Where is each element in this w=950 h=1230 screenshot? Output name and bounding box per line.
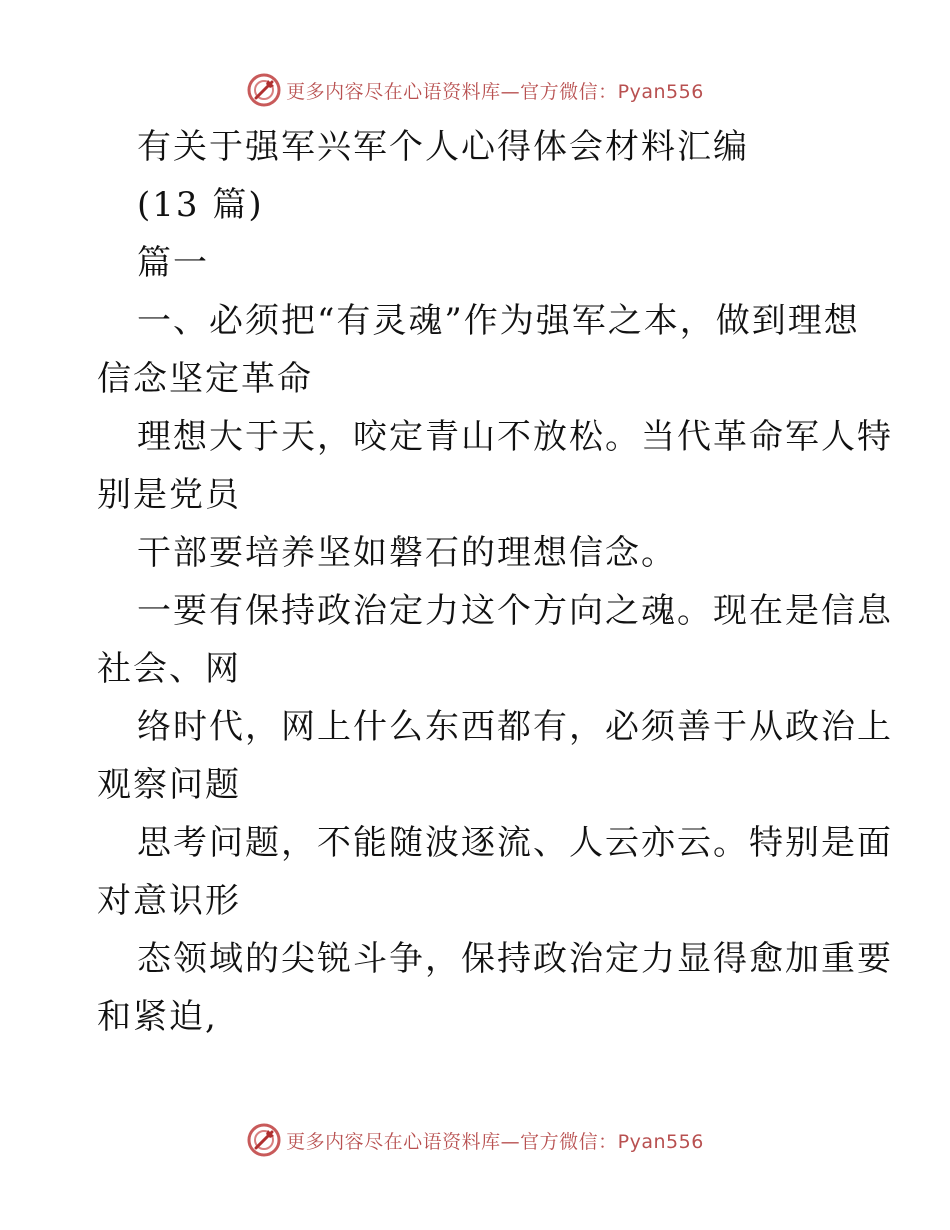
header-banner [0, 70, 950, 110]
footer-banner [0, 1120, 950, 1160]
section-heading: 篇一 [137, 243, 209, 283]
paragraph-line: 思考问题，不能随波逐流、人云亦云。特别是面 [137, 823, 893, 863]
paragraph-line: 观察问题 [97, 765, 241, 805]
paragraph-line: 社会、网 [97, 649, 241, 689]
paragraph-line: 理想大于天，咬定青山不放松。当代革命军人特 [137, 417, 893, 457]
paragraph-line: 别是党员 [97, 475, 241, 515]
header-banner-text: 更多内容尽在心语资料库—官方微信：Pyan556 [286, 80, 704, 103]
paragraph-line: 一要有保持政治定力这个方向之魂。现在是信息 [137, 591, 893, 631]
doc-title: 有关于强军兴军个人心得体会材料汇编 [137, 127, 749, 167]
logo-icon [246, 1122, 282, 1158]
paragraph-line: 态领域的尖锐斗争，保持政治定力显得愈加重要 [137, 939, 893, 979]
paragraph-line: 干部要培养坚如磐石的理想信念。 [137, 533, 677, 573]
paragraph-line: 对意识形 [97, 881, 241, 921]
doc-subtitle: (13 篇) [137, 185, 264, 225]
paragraph-line: 一、必须把“有灵魂”作为强军之本，做到理想 [137, 301, 860, 341]
paragraph-line: 和紧迫, [97, 997, 218, 1037]
paragraph-line: 络时代，网上什么东西都有，必须善于从政治上 [137, 707, 893, 747]
footer-banner-text: 更多内容尽在心语资料库—官方微信：Pyan556 [286, 1130, 704, 1153]
paragraph-line: 信念坚定革命 [97, 359, 313, 399]
document-body [97, 118, 893, 1046]
logo-icon [246, 72, 282, 108]
